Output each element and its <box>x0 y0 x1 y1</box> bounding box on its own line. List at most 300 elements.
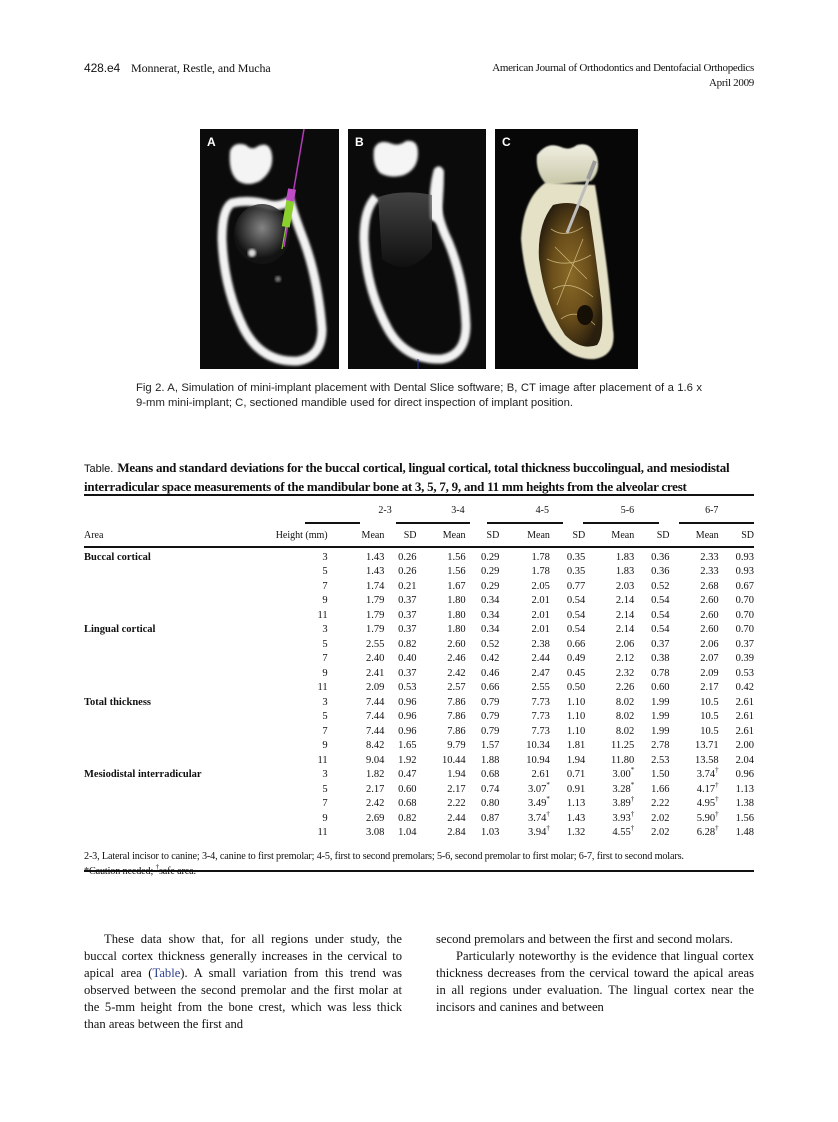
cell-area <box>84 594 243 609</box>
cell-mean: 8.02 <box>615 725 635 737</box>
col-header-sd: SD <box>403 529 417 541</box>
cell-sd: 0.40 <box>398 653 417 665</box>
safe-area-marker: † <box>715 809 719 818</box>
cell-sd: 1.65 <box>398 740 417 752</box>
cell-mean: 1.78 <box>531 551 550 563</box>
cell-area <box>84 710 243 725</box>
cell-mean: 3.93† <box>612 809 635 824</box>
cell-mean: 10.5 <box>700 696 719 708</box>
table-row <box>84 768 754 783</box>
cell-sd: 0.49 <box>566 653 586 665</box>
cell-height: 11 <box>317 827 328 839</box>
col-header-height: Height (mm) <box>275 529 328 541</box>
cell-mean: 8.42 <box>365 740 385 752</box>
cell-mean: 2.57 <box>447 682 466 694</box>
cell-sd: 0.70 <box>735 609 754 621</box>
cell-mean: 11.25 <box>610 740 635 752</box>
sectioned-mandible-photo <box>495 129 638 369</box>
cell-height: 5 <box>322 566 328 578</box>
panel-label-a: A <box>207 135 216 149</box>
table-title-text: Means and standard deviations for the buccal cortical, lingual cortical, total thickness buccolingual, and mesiodistal interradicular space measurements of the mandibular bone at 3, 5, 7, 9, and 11 mm heights from the alveolar crest <box>84 460 730 494</box>
cell-sd: 0.54 <box>566 609 586 621</box>
table-row <box>84 826 754 841</box>
cell-mean: 2.55 <box>531 682 550 694</box>
cell-height: 9 <box>322 812 328 824</box>
cell-sd: 0.79 <box>480 696 500 708</box>
table-top-rule <box>84 494 754 496</box>
cell-sd: 1.03 <box>480 827 500 839</box>
cell-mean: 2.17 <box>447 783 466 795</box>
cell-mean: 1.43 <box>365 551 385 563</box>
cell-sd: 1.81 <box>566 740 586 752</box>
table-row <box>84 782 754 797</box>
cell-sd: 0.78 <box>651 667 670 679</box>
running-header <box>84 61 754 95</box>
cell-height: 11 <box>317 609 328 621</box>
cell-mean: 8.02 <box>615 696 635 708</box>
table-row <box>84 681 754 696</box>
cell-mean: 2.33 <box>700 551 719 563</box>
table-row <box>84 550 754 565</box>
paragraph: These data show that, for all regions under study, the buccal cortex thickness generally increases in the cervical to apical area (Table). A small variation from this trend was observed between the second premolar and the first molar at the 5-mm height from the bone crest, which was less thick than areas between the first and <box>84 932 402 1031</box>
journal-name: American Journal of Orthodontics and Dentofacial Orthopedics <box>492 62 754 74</box>
table-row <box>84 608 754 623</box>
table-row <box>84 579 754 594</box>
cell-sd: 0.96 <box>398 696 417 708</box>
cell-sd: 0.66 <box>566 638 586 650</box>
table-title <box>84 459 754 495</box>
table-row <box>84 652 754 667</box>
cell-mean: 2.55 <box>365 638 385 650</box>
cell-mean: 8.02 <box>615 711 635 723</box>
table-row <box>84 695 754 710</box>
cell-sd: 2.02 <box>651 827 670 839</box>
cell-mean: 2.47 <box>531 667 550 679</box>
cell-sd: 0.39 <box>735 653 754 665</box>
body-column-right <box>436 931 754 1016</box>
cell-sd: 0.45 <box>566 667 586 679</box>
cell-height: 3 <box>322 696 328 708</box>
cell-sd: 1.38 <box>735 798 754 810</box>
caution-marker: * <box>546 795 550 804</box>
cell-mean: 2.05 <box>531 580 550 592</box>
cell-mean: 13.71 <box>694 740 719 752</box>
cell-mean: 2.68 <box>700 580 719 592</box>
cell-sd: 2.78 <box>651 740 670 752</box>
cell-sd: 0.35 <box>566 566 586 578</box>
issue-date: April 2009 <box>709 77 754 89</box>
cell-mean: 2.33 <box>700 566 719 578</box>
table-row <box>84 753 754 768</box>
caution-marker: * <box>630 766 635 775</box>
cell-area <box>84 811 243 826</box>
header-left <box>84 61 271 76</box>
paragraph: Particularly noteworthy is the evidence that lingual cortex thickness decreases from the cervical toward the apical areas in all regions under evaluation. The lingual cortex near the incisors and canines and between <box>436 949 754 1014</box>
cell-sd: 0.79 <box>480 711 500 723</box>
cell-sd: 0.70 <box>735 624 754 636</box>
panel-label-c: C <box>502 135 511 149</box>
cell-mean: 1.83 <box>615 566 635 578</box>
cell-sd: 0.87 <box>480 812 500 824</box>
cell-sd: 0.80 <box>480 798 500 810</box>
cell-mean: 2.06 <box>700 638 719 650</box>
cell-mean: 2.46 <box>447 653 466 665</box>
cell-mean: 2.01 <box>531 624 550 636</box>
col-header-mean: Mean <box>695 529 719 541</box>
group-header-row <box>84 500 754 520</box>
col-header-mean: Mean <box>361 529 385 541</box>
cell-mean: 2.12 <box>615 653 635 665</box>
authors: Monnerat, Restle, and Mucha <box>131 61 271 75</box>
cell-mean: 7.86 <box>447 711 466 723</box>
cell-mean: 4.95† <box>696 795 719 810</box>
cell-mean: 1.79 <box>365 609 385 621</box>
cell-sd: 1.32 <box>566 827 586 839</box>
table-row <box>84 811 754 826</box>
cell-sd: 1.94 <box>566 754 586 766</box>
cell-area <box>84 608 243 623</box>
column-header-row <box>84 520 754 550</box>
cell-sd: 0.29 <box>480 566 500 578</box>
col-header-mean: Mean <box>527 529 550 541</box>
cell-mean: 1.56 <box>447 566 466 578</box>
cell-mean: 2.14 <box>615 595 635 607</box>
group-header: 6-7 <box>705 504 719 516</box>
cell-sd: 0.37 <box>398 609 417 621</box>
cell-mean: 2.69 <box>365 812 385 824</box>
table-row <box>84 797 754 812</box>
cell-sd: 0.70 <box>735 595 754 607</box>
cell-sd: 0.34 <box>480 595 500 607</box>
cell-mean: 2.09 <box>365 682 385 694</box>
cell-sd: 1.99 <box>651 711 670 723</box>
table-row <box>84 710 754 725</box>
cell-mean: 7.86 <box>447 696 466 708</box>
cell-sd: 0.53 <box>735 667 754 679</box>
cell-sd: 0.54 <box>566 595 586 607</box>
safe-area-marker: † <box>546 809 550 818</box>
cell-height: 3 <box>322 769 328 781</box>
cell-sd: 0.47 <box>398 769 417 781</box>
cell-mean: 2.26 <box>615 682 635 694</box>
cell-sd: 2.04 <box>735 754 754 766</box>
cell-mean: 3.89† <box>612 795 635 810</box>
cell-mean: 3.94† <box>528 824 550 839</box>
caution-marker: * <box>630 780 635 789</box>
table-row <box>84 565 754 580</box>
cell-mean: 4.55† <box>612 824 635 839</box>
cell-sd: 0.37 <box>398 667 417 679</box>
cell-area <box>84 753 243 768</box>
cell-sd: 0.68 <box>398 798 417 810</box>
group-header: 2-3 <box>378 504 392 516</box>
cell-mean: 2.60 <box>447 638 466 650</box>
table-link[interactable]: Table <box>152 966 181 980</box>
cell-sd: 0.21 <box>398 580 417 592</box>
cell-mean: 5.90† <box>696 809 719 824</box>
figure-panel-c <box>495 129 638 369</box>
col-header-sd: SD <box>572 529 586 541</box>
cell-mean: 2.17 <box>700 682 719 694</box>
table-row <box>84 623 754 638</box>
cell-mean: 9.79 <box>447 740 466 752</box>
cell-sd: 1.92 <box>398 754 417 766</box>
cell-mean: 7.73 <box>531 696 550 708</box>
cell-sd: 2.53 <box>651 754 670 766</box>
table-label: Table. <box>84 463 114 475</box>
cell-mean: 3.00* <box>612 766 635 781</box>
cell-mean: 7.44 <box>365 711 385 723</box>
cell-sd: 0.74 <box>480 783 500 795</box>
cell-sd: 0.34 <box>480 609 500 621</box>
cell-sd: 0.71 <box>566 769 586 781</box>
group-header: 4-5 <box>535 504 549 516</box>
cell-mean: 1.79 <box>365 624 385 636</box>
cell-sd: 0.54 <box>651 609 670 621</box>
cell-sd: 0.77 <box>566 580 586 592</box>
cell-mean: 1.56 <box>447 551 466 563</box>
col-header-sd: SD <box>656 529 670 541</box>
safe-area-marker: † <box>546 824 550 833</box>
figure-panel-a <box>200 129 339 369</box>
cell-sd: 2.00 <box>735 740 754 752</box>
cell-sd: 2.22 <box>651 798 670 810</box>
cell-height: 9 <box>322 595 328 607</box>
cell-sd: 0.52 <box>480 638 500 650</box>
cell-sd: 0.34 <box>480 624 500 636</box>
cell-mean: 2.01 <box>531 609 550 621</box>
cell-height: 3 <box>322 624 328 636</box>
cell-mean: 1.78 <box>531 566 550 578</box>
cell-mean: 9.04 <box>365 754 385 766</box>
cell-mean: 2.60 <box>700 624 719 636</box>
cell-mean: 2.40 <box>365 653 385 665</box>
cell-mean: 2.03 <box>615 580 635 592</box>
cell-height: 7 <box>322 798 328 810</box>
cell-mean: 1.74 <box>365 580 385 592</box>
cell-mean: 10.5 <box>700 725 719 737</box>
cell-mean: 1.43 <box>365 566 385 578</box>
cell-sd: 0.96 <box>398 711 417 723</box>
cell-mean: 3.28* <box>612 780 635 795</box>
cell-height: 3 <box>322 551 328 563</box>
cell-height: 7 <box>322 725 328 737</box>
cell-mean: 1.80 <box>447 595 466 607</box>
cell-sd: 0.52 <box>651 580 670 592</box>
cell-sd: 1.50 <box>651 769 670 781</box>
cell-mean: 2.38 <box>531 638 550 650</box>
cell-mean: 2.42 <box>447 667 466 679</box>
cell-mean: 2.07 <box>700 653 719 665</box>
cell-sd: 0.96 <box>735 769 754 781</box>
cell-sd: 0.50 <box>566 682 586 694</box>
cell-mean: 3.74† <box>696 766 719 781</box>
cell-height: 11 <box>317 682 328 694</box>
cell-mean: 7.86 <box>447 725 466 737</box>
safe-area-marker: † <box>715 766 719 775</box>
safe-area-marker: † <box>715 824 719 833</box>
cell-sd: 1.04 <box>398 827 417 839</box>
cell-area <box>84 681 243 696</box>
cell-height: 9 <box>322 667 328 679</box>
cell-height: 5 <box>322 638 328 650</box>
cell-mean: 2.06 <box>615 638 635 650</box>
col-header-sd: SD <box>486 529 500 541</box>
safe-area-marker: † <box>715 795 719 804</box>
cell-mean: 1.79 <box>365 595 385 607</box>
cell-sd: 0.60 <box>398 783 417 795</box>
cell-sd: 0.79 <box>480 725 500 737</box>
body-column-left <box>84 931 402 1033</box>
cell-mean: 11.80 <box>610 754 635 766</box>
table-footnotes <box>84 849 754 879</box>
table-body <box>84 550 754 840</box>
table-row <box>84 724 754 739</box>
cell-sd: 0.54 <box>651 595 670 607</box>
cell-area <box>84 565 243 580</box>
paragraph: second premolars and between the first and second molars. <box>436 932 733 946</box>
cell-sd: 0.29 <box>480 580 500 592</box>
cell-area <box>84 724 243 739</box>
cell-area <box>84 797 243 812</box>
cell-sd: 0.37 <box>398 624 417 636</box>
table-row <box>84 594 754 609</box>
cell-sd: 0.37 <box>398 595 417 607</box>
cell-area <box>84 739 243 754</box>
cell-mean: 2.60 <box>700 609 719 621</box>
cell-mean: 10.34 <box>526 740 550 752</box>
cell-area: Mesiodistal interradicular <box>84 769 202 781</box>
cell-mean: 2.14 <box>615 624 635 636</box>
col-header-mean: Mean <box>611 529 635 541</box>
cell-area <box>84 782 243 797</box>
cell-mean: 10.94 <box>526 754 550 766</box>
cell-sd: 2.61 <box>735 711 754 723</box>
cell-sd: 0.82 <box>398 638 417 650</box>
cell-mean: 3.08 <box>365 827 385 839</box>
cell-sd: 0.53 <box>398 682 417 694</box>
cell-sd: 0.66 <box>480 682 500 694</box>
cell-mean: 10.44 <box>441 754 466 766</box>
footnote-abbreviations: 2-3, Lateral incisor to canine; 3-4, canine to first premolar; 4-5, first to second premolars; 5-6, second premolar to first molar; 6-7, first to second molars. <box>84 851 684 862</box>
cell-mean: 3.49* <box>528 795 550 810</box>
cell-sd: 0.93 <box>735 566 754 578</box>
cell-mean: 10.5 <box>700 711 719 723</box>
cell-mean: 7.73 <box>531 711 550 723</box>
cell-height: 11 <box>317 754 328 766</box>
cell-mean: 2.14 <box>615 609 635 621</box>
cell-height: 9 <box>322 740 328 752</box>
cell-mean: 6.28† <box>696 824 719 839</box>
cell-mean: 1.83 <box>615 551 635 563</box>
figure-panel-b <box>348 129 486 369</box>
cell-mean: 2.17 <box>365 783 385 795</box>
cell-sd: 0.26 <box>398 551 417 563</box>
cell-sd: 2.61 <box>735 725 754 737</box>
cell-mean: 2.60 <box>700 595 719 607</box>
cell-sd: 1.10 <box>566 696 586 708</box>
figure-2 <box>200 129 638 369</box>
ct-slice-simulation-image <box>200 129 339 369</box>
cell-sd: 0.42 <box>480 653 500 665</box>
table-row <box>84 637 754 652</box>
cell-sd: 1.99 <box>651 725 670 737</box>
cell-mean: 1.94 <box>447 769 466 781</box>
cell-sd: 1.66 <box>651 783 670 795</box>
cell-sd: 0.68 <box>480 769 500 781</box>
safe-area-marker: † <box>630 824 635 833</box>
cell-mean: 7.73 <box>531 725 550 737</box>
cell-sd: 2.02 <box>651 812 670 824</box>
cell-mean: 2.41 <box>365 667 385 679</box>
cell-sd: 1.10 <box>566 725 586 737</box>
cell-area <box>84 666 243 681</box>
cell-sd: 0.26 <box>398 566 417 578</box>
caution-marker: * <box>546 780 550 789</box>
safe-area-marker: † <box>630 795 635 804</box>
cell-height: 5 <box>322 711 328 723</box>
cell-mean: 13.58 <box>694 754 719 766</box>
col-header-sd: SD <box>741 529 754 541</box>
cell-mean: 2.32 <box>615 667 635 679</box>
cell-mean: 2.44 <box>531 653 550 665</box>
cell-height: 5 <box>322 783 328 795</box>
safe-area-marker: † <box>630 809 635 818</box>
safe-area-marker: † <box>155 863 159 871</box>
cell-sd: 1.43 <box>566 812 586 824</box>
panel-label-b: B <box>355 135 364 149</box>
cell-sd: 0.36 <box>651 551 670 563</box>
cell-mean: 1.80 <box>447 624 466 636</box>
header-right <box>492 61 754 91</box>
cell-mean: 2.61 <box>531 769 550 781</box>
cell-sd: 0.37 <box>735 638 754 650</box>
cell-mean: 2.84 <box>447 827 466 839</box>
cell-mean: 2.01 <box>531 595 550 607</box>
col-header-area: Area <box>84 529 104 541</box>
cell-mean: 7.44 <box>365 725 385 737</box>
measurements-table <box>84 500 754 840</box>
cell-mean: 3.07* <box>528 780 550 795</box>
cell-mean: 2.42 <box>365 798 385 810</box>
cell-sd: 0.42 <box>735 682 754 694</box>
cell-area <box>84 637 243 652</box>
cell-mean: 2.44 <box>447 812 466 824</box>
cell-sd: 1.10 <box>566 711 586 723</box>
cell-sd: 0.60 <box>651 682 670 694</box>
cell-area: Lingual cortical <box>84 624 156 636</box>
cell-mean: 7.44 <box>365 696 385 708</box>
safe-area-marker: † <box>715 780 719 789</box>
cell-area: Total thickness <box>84 696 152 708</box>
cell-sd: 0.36 <box>651 566 670 578</box>
cell-area: Buccal cortical <box>84 551 151 563</box>
cell-sd: 0.46 <box>480 667 500 679</box>
group-header: 5-6 <box>620 504 635 516</box>
col-header-mean: Mean <box>442 529 466 541</box>
cell-mean: 1.80 <box>447 609 466 621</box>
cell-sd: 0.93 <box>735 551 754 563</box>
cell-sd: 1.13 <box>566 798 586 810</box>
cell-sd: 0.35 <box>566 551 586 563</box>
cell-mean: 2.22 <box>447 798 466 810</box>
footnote-symbols: *Caution needed; †safe area. <box>84 863 196 877</box>
table-row <box>84 666 754 681</box>
cell-mean: 2.09 <box>700 667 719 679</box>
cell-mean: 4.17† <box>696 780 719 795</box>
cell-area <box>84 826 243 841</box>
cell-sd: 0.67 <box>735 580 754 592</box>
